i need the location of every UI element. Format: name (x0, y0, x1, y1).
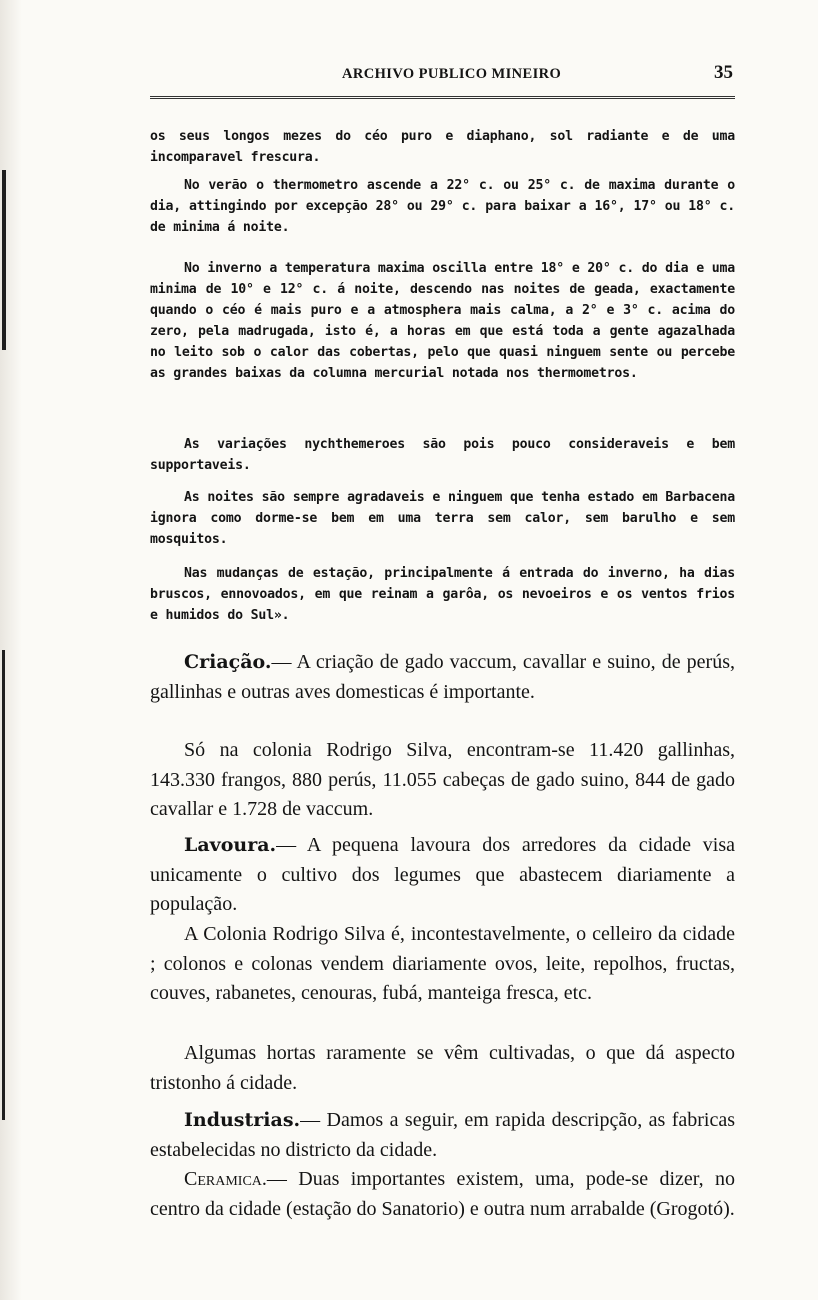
section-text: — Duas importantes existem, uma, pode-se dizer, no centro da cidade (estação do Sanatorio) e outra num arrabalde (Grogotó). (150, 1168, 735, 1220)
section-heading: Lavoura. (184, 834, 277, 856)
section-heading: Industrias. (184, 1109, 301, 1131)
paragraph: os seus longos mezes do céo puro e diaphano, sol radiante e de uma incomparavel frescura. (150, 129, 735, 165)
header-rule (150, 96, 735, 99)
section-heading: Criação. (184, 651, 272, 673)
section-heading: Ceramica. (184, 1168, 267, 1190)
paragraph: As noites são sempre agradaveis e ninguem que tenha estado em Barbacena ignora como dorme-se bem em uma terra sem calor, sem barulho e sem mosquitos. (150, 490, 735, 547)
section-text: — Damos a seguir, em rapida descripção, as fabricas estabelecidas no districto da cidade. (150, 1109, 735, 1161)
binding-edge-line (2, 650, 5, 1120)
section-text: — A pequena lavoura dos arredores da cidade visa unicamente o cultivo dos legumes que abastecem diariamente a população. (150, 834, 735, 916)
paragraph: Só na colonia Rodrigo Silva, encontram-se 11.420 gallinhas, 143.330 frangos, 880 perús, 11.055 cabeças de gado suino, 844 de gado cavallar e 1.728 de vaccum. (150, 739, 735, 821)
section-ceramica (150, 1165, 735, 1224)
paragraph: A Colonia Rodrigo Silva é, incontestavelmente, o celleiro da cidade ; colonos e colonas vendem diariamente ovos, leite, repolhos, fructas, couves, rabanetes, cenouras, fubá, manteiga fresca, etc. (150, 923, 735, 1005)
section-criacao (150, 648, 735, 707)
page-number: 35 (714, 62, 733, 83)
running-header (150, 62, 735, 92)
section-industrias (150, 1106, 735, 1165)
paragraph: No inverno a temperatura maxima oscilla entre 18° e 20° c. do dia e uma minima de 10° e 12° c. á noite, descendo nas noites de geada, exactamente quando o céo é mais puro e a atmosphera mais calma, a 2° e 3° c. acima do zero, pela madrugada, isto é, a horas em que está toda a gente agazalhada no leito sob o calor das cobertas, pelo que quasi ninguem sente ou percebe as grandes baixas da columna mercurial notada nos thermometros. (150, 261, 735, 381)
running-title: ARCHIVO PUBLICO MINEIRO (342, 66, 562, 82)
section-text: — A criação de gado vaccum, cavallar e suino, de perús, gallinhas e outras aves domesticas é importante. (150, 651, 735, 703)
paragraph: Nas mudanças de estação, principalmente á entrada do inverno, ha dias bruscos, ennovoados, em que reinam a garôa, os nevoeiros e os ventos frios e humidos do Sul». (150, 566, 735, 623)
paragraph: No verão o thermometro ascende a 22° c. ou 25° c. de maxima durante o dia, attingindo por excepção 28° ou 29° c. para baixar a 16°, 17° ou 18° c. de minima á noite. (150, 178, 735, 235)
paragraph: Algumas hortas raramente se vêm cultivadas, o que dá aspecto tristonho á cidade. (150, 1042, 735, 1094)
section-lavoura (150, 831, 735, 920)
paragraph: As variações nychthemeroes são pois pouco consideraveis e bem supportaveis. (150, 437, 735, 473)
binding-edge-line (2, 170, 6, 350)
